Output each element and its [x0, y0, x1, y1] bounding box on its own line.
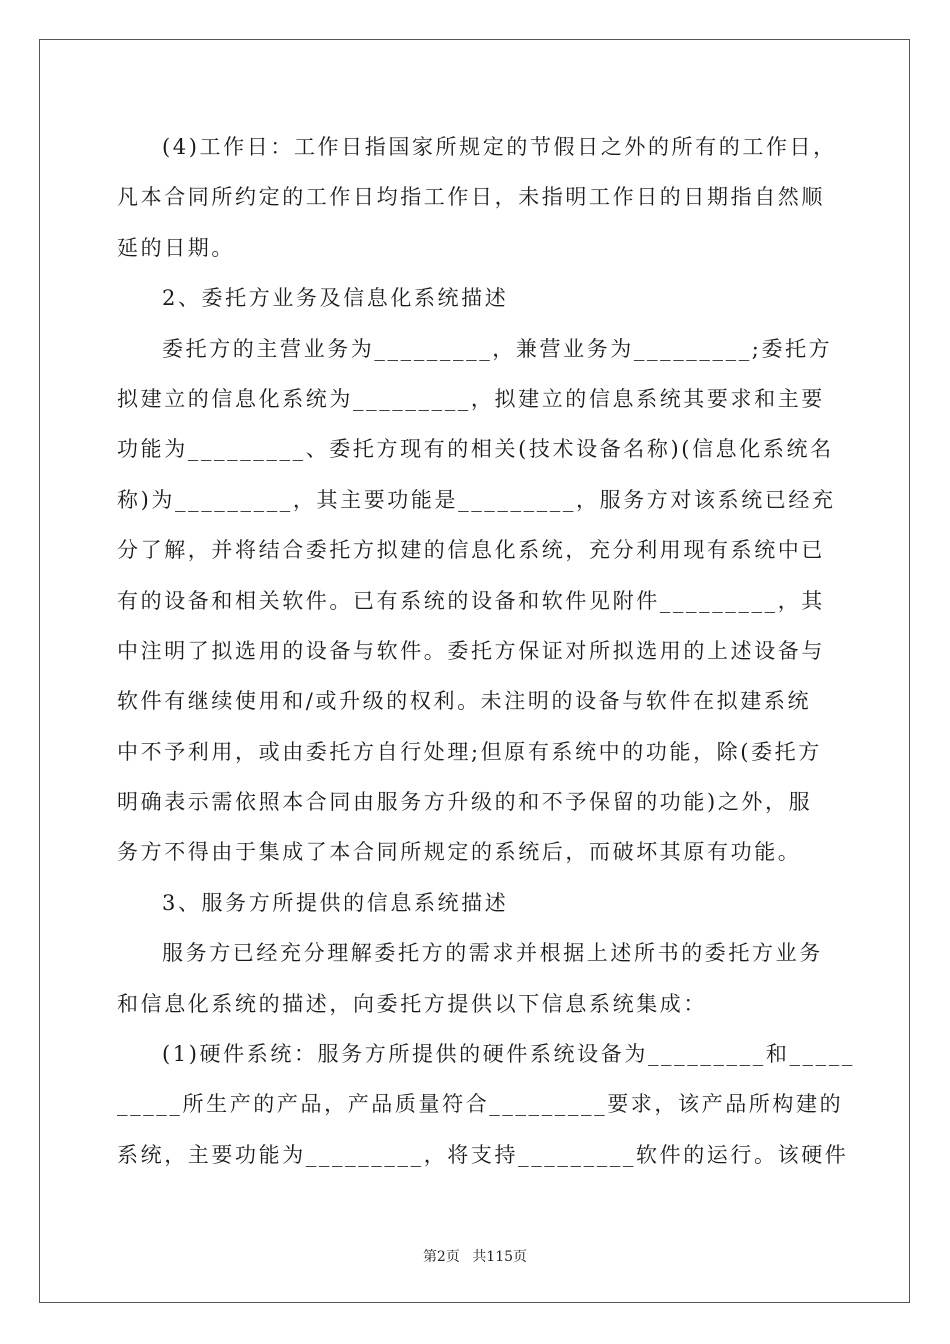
page-footer	[0, 1246, 950, 1266]
text-line: 明确表示需依照本合同由服务方升级的和不予保留的功能)之外，服	[117, 790, 813, 815]
text-line: 有的设备和相关软件。已有系统的设备和软件见附件_________，其	[117, 588, 825, 613]
page-total: 共115页	[472, 1249, 528, 1265]
section-heading: 3、服务方所提供的信息系统描述	[162, 890, 509, 915]
text-line: _____所生产的产品，产品质量符合_________要求，该产品所构建的	[117, 1092, 844, 1117]
text-line: 延的日期。	[117, 235, 235, 260]
text-line: 称)为_________，其主要功能是_________，服务方对该系统已经充	[117, 487, 836, 512]
text-line: 服务方已经充分理解委托方的需求并根据上述所书的委托方业务	[162, 941, 823, 966]
text-line: 务方不得由于集成了本合同所规定的系统后，而破坏其原有功能。	[117, 840, 802, 865]
text-line: 功能为_________、委托方现有的相关(技术设备名称)(信息化系统名	[117, 437, 834, 462]
text-line: (4)工作日：工作日指国家所规定的节假日之外的所有的工作日，	[162, 135, 837, 159]
text-line: 凡本合同所约定的工作日均指工作日，未指明工作日的日期指自然顺	[117, 185, 825, 210]
text-line: 委托方的主营业务为_________，兼营业务为_________;委托方	[162, 336, 833, 361]
document-body	[117, 122, 855, 1180]
text-line: 分了解，并将结合委托方拟建的信息化系统，充分利用现有系统中已	[117, 538, 825, 563]
section-heading: 2、委托方业务及信息化系统描述	[162, 286, 509, 311]
text-line: 拟建立的信息化系统为_________，拟建立的信息系统其要求和主要	[117, 386, 825, 411]
text-line: 中注明了拟选用的设备与软件。委托方保证对所拟选用的上述设备与	[117, 638, 825, 663]
text-line: (1)硬件系统：服务方所提供的硬件系统设备为_________和_____	[162, 1042, 855, 1067]
text-line: 系统，主要功能为_________，将支持_________软件的运行。该硬件	[117, 1142, 849, 1167]
text-line: 软件有继续使用和/或升级的权利。未注明的设备与软件在拟建系统	[117, 689, 812, 714]
text-line: 和信息化系统的描述，向委托方提供以下信息系统集成：	[117, 991, 707, 1016]
text-line: 中不予利用，或由委托方自行处理;但原有系统中的功能，除(委托方	[117, 739, 822, 764]
page-number: 第2页	[422, 1249, 460, 1265]
